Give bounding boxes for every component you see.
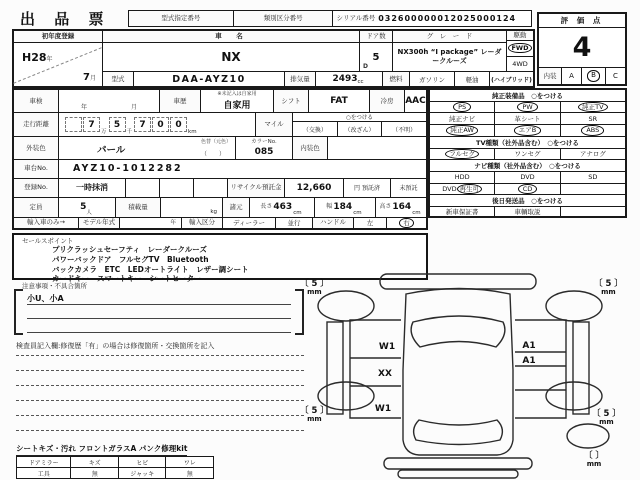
equip-sunroof: SR (588, 114, 598, 123)
shift-value: FAT (309, 90, 370, 112)
left-sill-panel (327, 322, 343, 414)
recycle-unpaid-option: 未預託 (399, 185, 418, 193)
writing-line (16, 385, 304, 386)
capacity-cell (59, 198, 116, 216)
load-unit: kg (210, 208, 217, 215)
drive-label: 駆動 (507, 31, 533, 41)
inspection-date-cell (59, 90, 160, 112)
genuine-equipment-header: 純正装備品 ○をつける (430, 90, 625, 102)
first-registration-cell (14, 31, 103, 86)
tv-option-fullseg-selected: フルセグ (430, 149, 495, 160)
exterior-color-value: パール (97, 144, 126, 156)
later-shipment-header: 後日発送品 ○をつける (430, 195, 625, 207)
tools-label: 工具 (17, 468, 71, 478)
writing-line (16, 355, 304, 356)
jack-label: ジャッキ (119, 468, 167, 478)
handle-option-left: 左 (354, 218, 387, 228)
sheet-title: 出 品 票 (20, 8, 110, 32)
height-unit: cm (412, 209, 421, 216)
drive-option-4wd: 4WD (512, 59, 528, 68)
grade-value: NX300h “I package” レーダークルーズ (397, 48, 502, 65)
vehicle-main-grid (12, 29, 535, 88)
seat-damage-note: シートキズ・汚れ フロントガラスA パンク修理kit (16, 443, 187, 456)
displacement-unit: cc (357, 79, 364, 85)
interior-color-label: 内装色 (293, 137, 328, 159)
empty-cell (126, 179, 160, 197)
dvd-playable-selected: DVD 再生可 (430, 184, 495, 195)
odometer-digit: 0 (170, 117, 187, 132)
handle-label: ハンドル (313, 218, 354, 228)
car-body (403, 289, 513, 456)
damage-mark-w1-rear-left: W1 (374, 404, 392, 414)
rear-right-wheel (546, 382, 602, 410)
capacity-value: 5 (80, 202, 87, 213)
spec-label: 諸元 (223, 198, 250, 216)
odometer-digit (65, 117, 82, 132)
length-label: 長さ (260, 203, 273, 211)
jack-none-value: 無 (186, 470, 193, 478)
mile-option-exchange: （交換） (293, 122, 338, 135)
odometer-digit: 7 (134, 117, 151, 132)
inspection-label: 車検 (14, 90, 59, 112)
equip-abs: ABS (561, 125, 625, 136)
color-number-value: 085 (254, 147, 274, 158)
import-only-label: 輸入車のみ→ (14, 218, 79, 228)
rear-window (414, 420, 503, 445)
cd-selected: CD (495, 184, 560, 195)
odometer-digit: 5 (109, 117, 126, 132)
inspection-year-unit: 年 (80, 104, 87, 112)
serial-number-value: 032600000012025000124 (378, 14, 517, 23)
scratch-label: キズ (71, 457, 119, 467)
vehicle-manual: 車輌取説 (495, 207, 560, 216)
vehicle-detail-grid (12, 88, 428, 230)
evaluation-score-box (537, 12, 627, 86)
tread-depth-front-left: 〔 5 〕 mm (300, 280, 329, 297)
model-year-unit: 年 (170, 220, 176, 227)
exterior-color-cell (59, 137, 236, 159)
tv-option-analog: アナログ (579, 150, 606, 159)
import-option-dealer: ディーラー (223, 218, 276, 228)
fuel-option-gasoline: ガソリン (410, 72, 455, 86)
doors-cell (360, 31, 393, 71)
mile-option-unknown: （不明） (392, 126, 417, 134)
height-cell (376, 198, 426, 216)
classification-number-label: 類別区分番号 (234, 10, 334, 27)
front-bumper (380, 274, 536, 289)
grade-cell (393, 31, 507, 71)
equip-ps: PS (430, 102, 495, 113)
tv-type-header: TV種類（社外品含む） ○をつける (430, 137, 625, 149)
model-code-value: DAA-AYZ10 (134, 72, 285, 86)
history-note: ※未記入は自家用 (217, 91, 257, 97)
serial-number-label: シリアル番号 (333, 15, 378, 22)
writing-line (16, 400, 304, 401)
mile-option-tampered: （改ざん） (338, 122, 383, 135)
damage-mark-a1-right-2: A1 (522, 356, 536, 366)
writing-line (16, 430, 304, 431)
doors-value: 5 (372, 51, 380, 63)
doors-unit: D (363, 62, 368, 70)
displacement-value: 2493 (332, 74, 358, 84)
mile-options-cell (293, 113, 426, 135)
tools-none-value: 無 (71, 468, 119, 478)
interior-grade-label: 内装 (539, 68, 562, 84)
odometer-cell (59, 113, 256, 135)
model-code-label: 型式 (103, 72, 134, 86)
car-name-cell (103, 31, 360, 71)
equip-genuine-navi: 純正ナビ (430, 113, 495, 124)
tool-mirror-table (16, 456, 214, 479)
history-cell (201, 90, 274, 112)
history-value: 自家用 (223, 101, 251, 112)
evaluation-score-label: 評 価 点 (539, 14, 625, 28)
empty-cell (561, 207, 625, 216)
bracket-left (14, 289, 23, 335)
car-name-value: NX (221, 50, 241, 64)
load-cell (161, 198, 223, 216)
sales-points-label: セールスポイント (22, 237, 74, 245)
displacement-value-cell (316, 72, 383, 86)
damage-mark-xx-left: XX (378, 369, 392, 379)
equip-airbag: エアB (495, 125, 560, 136)
interior-grade-a: A (562, 68, 582, 84)
serial-number-field (333, 10, 532, 27)
width-label: 幅 (326, 203, 333, 211)
odometer-unit-man: 万 (101, 128, 107, 135)
first-registration-label: 初年度登録 (14, 31, 102, 43)
odometer-unit-sen: 千 (126, 128, 133, 135)
break-label: ワレ (183, 459, 196, 467)
empty-cell (194, 179, 228, 197)
length-cell (250, 198, 315, 216)
shift-label: シフト (274, 90, 309, 112)
navi-option-hdd: HDD (430, 172, 495, 183)
fuel-option-diesel: 軽油 (455, 72, 490, 86)
equip-genuine-aw: 純正AW (430, 125, 495, 136)
new-car-warranty-book: 新車保証書 (430, 207, 495, 216)
equip-pw: PW (495, 102, 560, 113)
drive-cell (507, 31, 533, 71)
registration-year: H28 (22, 51, 47, 64)
windshield (411, 316, 505, 347)
damage-mark-w1-front-left: W1 (378, 342, 396, 352)
year-unit: 年 (46, 56, 53, 63)
equipment-panel (428, 88, 627, 218)
writing-line (16, 370, 304, 371)
capacity-unit: 人 (86, 209, 92, 216)
tread-depth-spare: 〔 〕 mm (584, 452, 604, 469)
exterior-color-label: 外装色 (14, 137, 59, 159)
height-value: 164 (392, 202, 412, 213)
interior-color-value-empty (328, 137, 426, 159)
defect-note-line-3 (27, 319, 291, 333)
spare-tire (567, 424, 609, 448)
ac-value: AAC (405, 96, 426, 107)
defect-note-line-1: 小U、小A (27, 291, 291, 305)
recycle-deposit-label: リサイクル預託金 (228, 179, 285, 197)
model-year-cell (120, 218, 182, 228)
sales-point-line: プリクラッシュセーフティ レーダークルーズ (52, 245, 207, 254)
interior-grade-b-selected: B (582, 68, 606, 84)
recycle-deposit-value: 12,660 (285, 179, 344, 197)
interior-grade-c: C (613, 72, 618, 80)
doors-label: ドア数 (360, 31, 392, 43)
recycle-paid-option: 円 預託済 (344, 179, 391, 197)
width-unit: cm (353, 209, 362, 216)
equip-leather-seat: 革シート (495, 113, 560, 124)
length-unit: cm (293, 209, 302, 216)
displacement-label: 排気量 (285, 72, 316, 86)
empty-cell (561, 184, 625, 195)
color-number-cell (236, 137, 293, 159)
registration-number-label: 登録No. (14, 179, 59, 197)
import-class-label: 輸入区分 (182, 218, 223, 228)
defect-notes-box (14, 289, 304, 335)
car-outline-svg (300, 270, 640, 480)
defect-note-line-2 (27, 305, 291, 319)
evaluation-score-value: 4 (572, 32, 592, 63)
writing-line (16, 415, 304, 416)
circle-note: ○をつける (293, 113, 426, 122)
sales-point-line: カードキー スマートキー シートヒーター (52, 274, 202, 284)
rear-bumper-lower (398, 470, 518, 478)
rear-bumper (384, 458, 532, 469)
damage-mark-a1-right-1: A1 (522, 341, 536, 351)
registration-number-value: 一時抹消 (59, 179, 126, 197)
length-value: 463 (273, 202, 293, 213)
first-registration-value (14, 43, 102, 86)
document-number-strip (128, 10, 532, 27)
fuel-label: 燃料 (383, 72, 410, 86)
height-label: 高さ (379, 203, 392, 211)
model-year-label: モデル年式 (79, 218, 120, 228)
width-value: 184 (333, 202, 353, 213)
history-label: 車歴 (160, 90, 201, 112)
inspection-month-unit: 月 (130, 104, 137, 112)
door-mirror-label: ドアミラー (17, 457, 71, 467)
navi-type-header: ナビ種類（社外品含む） ○をつける (430, 160, 625, 172)
equip-genuine-tv: 純正TV (561, 102, 625, 113)
tread-depth-front-right: 〔 5 〕 mm (594, 280, 623, 297)
color-number-label: カラーNo. (251, 139, 277, 146)
right-sill-panel (573, 322, 589, 414)
ac-label: 冷房 (370, 90, 405, 112)
right-side-panel (515, 320, 566, 418)
navi-option-dvd: DVD (495, 172, 560, 183)
sales-point-line: バックカメラ ETC LEDオートライト レザー調シート (52, 264, 249, 274)
defect-notes-label: 注意事項・不具合箇所 (22, 282, 87, 290)
model-designation-number-label: 型式指定番号 (128, 10, 234, 27)
chassis-number-value: AYZ10-1012282 (73, 163, 183, 175)
import-option-parallel: 並行 (276, 218, 313, 228)
chassis-number-label: 車台No. (14, 160, 59, 178)
car-damage-diagram (300, 270, 640, 480)
odometer-unit-km: km (188, 128, 197, 135)
color-change-label: 色替（元色） (200, 138, 231, 145)
odometer-digit: 0 (152, 117, 169, 132)
mile-label: マイル (256, 113, 293, 135)
month-unit: 月 (89, 75, 96, 82)
car-name-label: 車 名 (103, 31, 359, 43)
tv-option-oneseg: ワンセグ (495, 149, 560, 160)
color-change-paren: （ ） (200, 151, 225, 159)
drive-option-fwd-selected: FWD (507, 41, 533, 57)
capacity-label: 定員 (14, 198, 59, 216)
tread-depth-rear-right: 〔 5 〕 mm (592, 410, 621, 427)
inspector-entry-note: 検査員記入欄:修復歴「有」の場合は修復箇所・交換箇所を記入 (16, 342, 215, 350)
tread-depth-rear-left: 〔 5 〕 mm (300, 407, 329, 424)
width-cell (315, 198, 376, 216)
odometer-digit: 7 (83, 117, 100, 132)
empty-cell (160, 179, 194, 197)
sales-point-line: パワーバックドア フルセグTV Bluetooth (52, 254, 209, 264)
load-label: 積載量 (116, 198, 161, 216)
grade-label: グ レ ー ド (393, 31, 506, 43)
registration-month: 7 (83, 72, 90, 83)
handle-option-right-selected: 右 (387, 218, 426, 228)
mileage-label: 走行距離 (14, 113, 59, 135)
fuel-note-hybrid: (ハイブリッド) (491, 76, 532, 84)
navi-option-sd: SD (588, 173, 598, 182)
crack-label: ヒビ (119, 457, 167, 467)
